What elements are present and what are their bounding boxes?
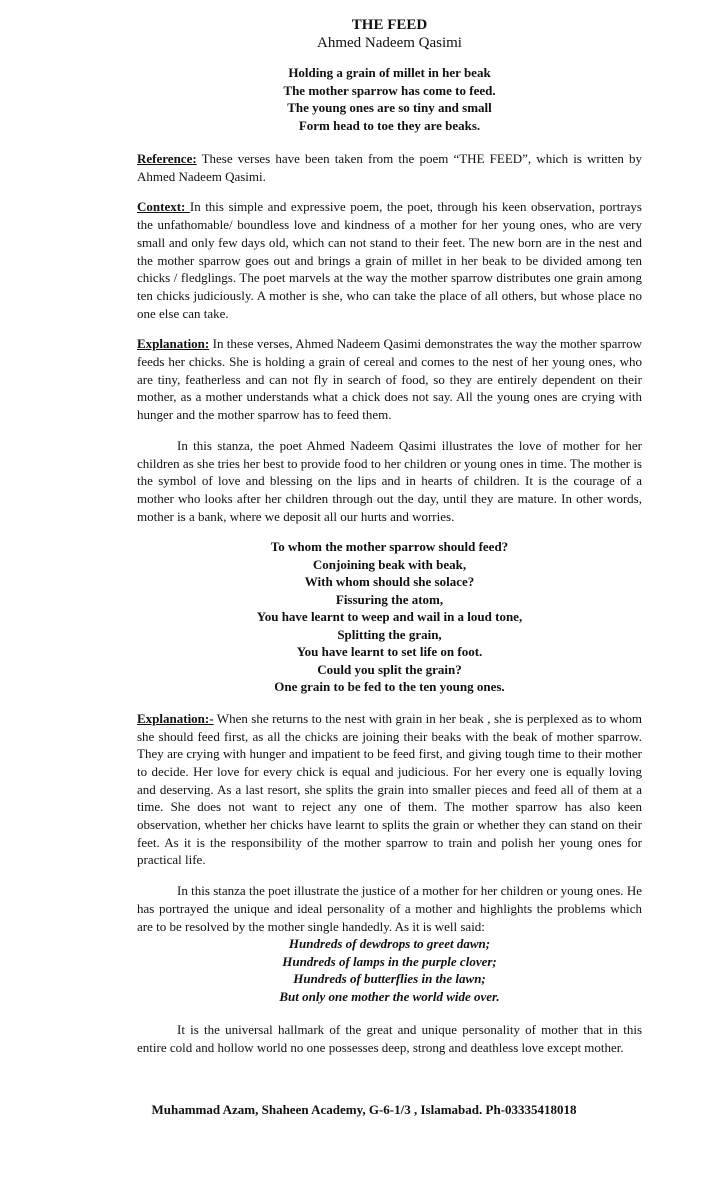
explanation-2-label: Explanation:- xyxy=(137,710,214,726)
stanza-2-line: Conjoining beak with beak, xyxy=(312,556,467,572)
explanation-1-text: In these verses, Ahmed Nadeem Qasimi demonstrates the way the mother sparrow feeds her chicks. She is holding a grain of cereal and comes to the nest of her young ones, who are tiny, featherless and can not fly in search of food, so they are entirely dependent on their mother, as a mother understands what a chick does not say. All the young ones are crying with hunger and the mother sparrow has to feed them. xyxy=(137,336,642,423)
explanation-1-paragraph xyxy=(137,335,642,424)
context-label: Context: xyxy=(137,199,190,215)
poem-title: THE FEED xyxy=(351,17,428,33)
reference-paragraph xyxy=(137,150,642,185)
stanza-2-line: Fissuring the atom, xyxy=(335,591,444,607)
stanza-1-line: Form head to toe they are beaks. xyxy=(298,117,481,133)
quote-line: Hundreds of dewdrops to greet dawn; xyxy=(288,936,491,952)
stanza-2-line: Splitting the grain, xyxy=(337,626,442,642)
poem-author: Ahmed Nadeem Qasimi xyxy=(317,35,462,51)
explanation-2-text: When she returns to the nest with grain in her beak , she is perplexed as to whom she should feed first, as all the chicks are joining their beaks with the beak of mother sparrow. They are crying with hunger and impatient to be feed first, and giving tough time to their mother to decide. Her love for every chick is equal and judicious. For her every one is equally loving and deserving. As a last resort, she splits the grain into smaller pieces and feed all of them at a time. She does not want to reject any one of them. The mother sparrow has also keen observation, whether her chicks have learnt to splits the grain or whether they can stand on their feet. As it is the responsibility of the mother sparrow to train and polish her young ones for practical life. xyxy=(137,710,642,868)
stanza-1 xyxy=(137,64,642,134)
stanza-1-line: The mother sparrow has come to feed. xyxy=(283,82,496,98)
explanation-2-paragraph xyxy=(137,710,642,869)
stanza-2-line: To whom the mother sparrow should feed? xyxy=(270,539,509,555)
stanza-2-line: You have learnt to set life on foot. xyxy=(296,644,483,660)
justice-paragraph: In this stanza the poet illustrate the justice of a mother for her children or young ones. He has portrayed the unique and ideal personality of a mother and highlights the problems which are to be resolved by the mother single handedly. As it is well said: xyxy=(137,883,642,934)
stanza-1-line: The young ones are so tiny and small xyxy=(287,100,492,115)
stanza-1-line: Holding a grain of millet in her beak xyxy=(288,65,491,80)
document-page xyxy=(137,16,642,1070)
context-text: In this simple and expressive poem, the poet, through his keen observation, portrays the unfathomable/ boundless love and kindness of a mother for her young ones, who are very small and only few days old, which can not stand to their feet. The new born are in the nest and the mother sparrow goes out and brings a grain of millet in her beak to be divided among ten chicks / fledglings. The poet marvels at the way the mother sparrow distributes one grain among ten chicks judiciously. A mother is she, who can take the place of all others, but whose place no one else can take. xyxy=(137,199,642,321)
quote-line: But only one mother the world wide over. xyxy=(279,988,500,1004)
context-paragraph xyxy=(137,198,642,322)
love-paragraph: In this stanza, the poet Ahmed Nadeem Qasimi illustrates the love of mother for her children as she tries her best to provide food to her children or young ones in time. The mother is the symbol of love and blessing on the lips and in hearts of children. It is the courage of a mother who looks after her children through out the day, until they are mature. In other words, mother is a bank, where we deposit all our hurts and worries. xyxy=(137,437,642,524)
quote-line: Hundreds of butterflies in the lawn; xyxy=(293,971,486,987)
quote-line: Hundreds of lamps in the purple clover; xyxy=(282,953,497,969)
stanza-2 xyxy=(137,538,642,696)
hallmark-paragraph: It is the universal hallmark of the great and unique personality of mother that in this entire cold and hollow world no one possesses deep, strong and deathless love except mother. xyxy=(137,1022,642,1055)
explanation-1-label: Explanation: xyxy=(137,336,210,352)
page-footer: Muhammad Azam, Shaheen Academy, G-6-1/3 , Islamabad. Ph-03335418018 xyxy=(151,1102,577,1117)
stanza-2-line: Could you split the grain? xyxy=(317,661,462,677)
reference-text: These verses have been taken from the poem “THE FEED”, which is written by Ahmed Nadeem Qasimi. xyxy=(137,151,642,184)
reference-label: Reference: xyxy=(137,151,197,166)
quote-verse xyxy=(137,935,642,1005)
stanza-2-line: One grain to be fed to the ten young ones. xyxy=(274,679,505,695)
stanza-2-line: With whom should she solace? xyxy=(304,574,475,590)
stanza-2-line: You have learnt to weep and wail in a loud tone, xyxy=(256,609,523,625)
